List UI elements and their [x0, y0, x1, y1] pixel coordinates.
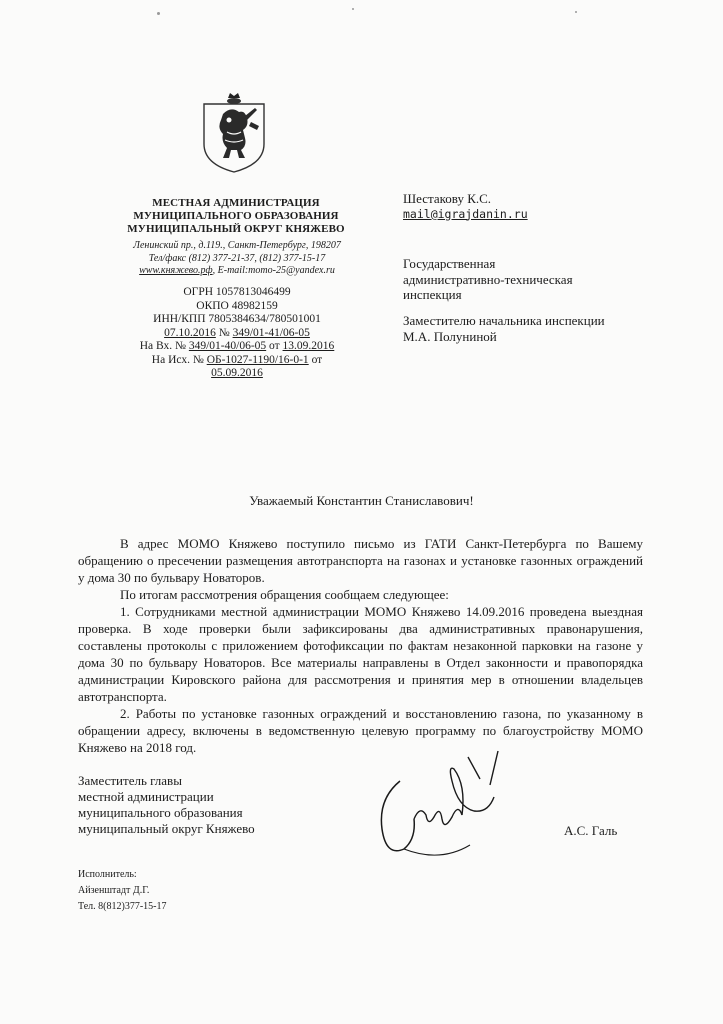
registration-block: [112, 286, 362, 381]
scan-speck: [575, 11, 577, 13]
incoming-number: 349/01-40/06-05: [188, 340, 267, 352]
outgoing-date: 07.10.2016: [164, 326, 216, 339]
org-website-link[interactable]: www.княжево.рф: [139, 265, 213, 276]
signer-position-line: Заместитель главы: [78, 773, 182, 788]
executor-label: Исполнитель:: [78, 869, 137, 880]
signer-position-line: местной администрации: [78, 789, 214, 804]
ref-prefix: На Исх. №: [151, 353, 204, 366]
organization-title: [118, 197, 354, 236]
org-title-line: МУНИЦИПАЛЬНОГО ОБРАЗОВАНИЯ: [133, 210, 339, 222]
scan-speck: [352, 8, 354, 10]
org-address: Ленинский пр., д.119., Санкт-Петербург, 198207: [133, 240, 341, 251]
scan-speck: [157, 12, 160, 15]
incoming-from: от: [269, 340, 280, 352]
org-phone: Тел/факс (812) 377-21-37, (812) 377-15-17: [148, 252, 326, 264]
signer-name: А.С. Галь: [564, 823, 618, 838]
inspection-line: Государственная: [403, 256, 496, 271]
inspection-line: административно-техническая: [403, 271, 573, 287]
incoming-prefix: На Вх. №: [139, 340, 186, 352]
signer-position-line: муниципального образования: [78, 805, 243, 820]
deputy-line: Заместителю начальника инспекции: [403, 313, 605, 328]
organization-contacts: [112, 240, 362, 278]
org-web-email: [112, 265, 362, 278]
greeting: Уважаемый Константин Станиславович!: [249, 493, 474, 508]
outgoing-sep: №: [218, 326, 230, 339]
ref-number: ОБ-1027-1190/16-0-1: [206, 353, 309, 366]
deputy-line: М.А. Полуниной: [403, 328, 497, 344]
signer-position-line: муниципальный округ Княжево: [78, 821, 255, 836]
ref-line: [112, 354, 362, 368]
body-paragraph: По итогам рассмотрения обращения сообщаем следующее:: [120, 587, 449, 602]
executor-block: [78, 867, 166, 915]
executor-phone: Тел. 8(812)377-15-17: [78, 901, 167, 912]
letter-body: [78, 535, 643, 756]
ref-date-line: [112, 367, 362, 381]
outgoing-ref-line: [112, 327, 362, 341]
ref-date: 05.09.2016: [211, 367, 263, 379]
inspection-line: инспекция: [403, 287, 462, 302]
okpo-line: ОКПО 48982159: [196, 299, 278, 312]
incoming-ref-line: [112, 340, 362, 354]
executor-name: Айзенштадт Д.Г.: [78, 885, 150, 896]
org-email-link[interactable]: momo-25@yandex.ru: [248, 265, 335, 276]
inspection-block: [403, 256, 573, 303]
body-paragraph: 2. Работы по установке газонных ограждений и восстановлению газона, по указанному в обращении адресу, включены в ведомственную целевую программу по благоустройству МОМО Княжево на 2018 год.: [78, 706, 643, 755]
recipient-block: [403, 191, 528, 222]
org-title-line: МУНИЦИПАЛЬНЫЙ ОКРУГ КНЯЖЕВО: [127, 223, 345, 235]
ogrn-line: ОГРН 1057813046499: [183, 286, 291, 298]
inn-line: ИНН/КПП 7805384634/780501001: [153, 313, 321, 325]
outgoing-number: 349/01-41/06-05: [232, 326, 310, 339]
body-paragraph: 1. Сотрудниками местной администрации МОМО Княжево 14.09.2016 проведена выездная проверка. В ходе проверки были зафиксированы два административных правонарушения, составлены протоколы с приложением фотофиксации по фактам незаконной парковки на газоне у дома 30 по бульвару Новаторов. Все материалы направлены в Отдел законности и правопорядка администрации Кировского района для рассмотрения и принятия мер в отношении владельцев автотранспорта.: [78, 604, 643, 704]
incoming-date: 13.09.2016: [282, 340, 335, 352]
handwritten-signature: [370, 745, 520, 875]
recipient-name: Шестакову К.С.: [403, 191, 492, 206]
ref-from: от: [311, 353, 323, 366]
signer-position: [78, 773, 255, 837]
body-paragraph: В адрес МОМО Княжево поступило письмо из ГАТИ Санкт-Петербурга по Вашему обращению о пресечении размещения автотранспорта на газонах и установке газонных ограждений у дома 30 по бульвару Новаторов.: [78, 536, 643, 585]
org-title-line: МЕСТНАЯ АДМИНИСТРАЦИЯ: [152, 197, 320, 209]
coat-of-arms-icon: [201, 92, 267, 174]
email-label: , E-mail:: [212, 265, 249, 276]
recipient-email-link[interactable]: mail@igrajdanin.ru: [403, 206, 528, 221]
deputy-block: [403, 313, 605, 344]
